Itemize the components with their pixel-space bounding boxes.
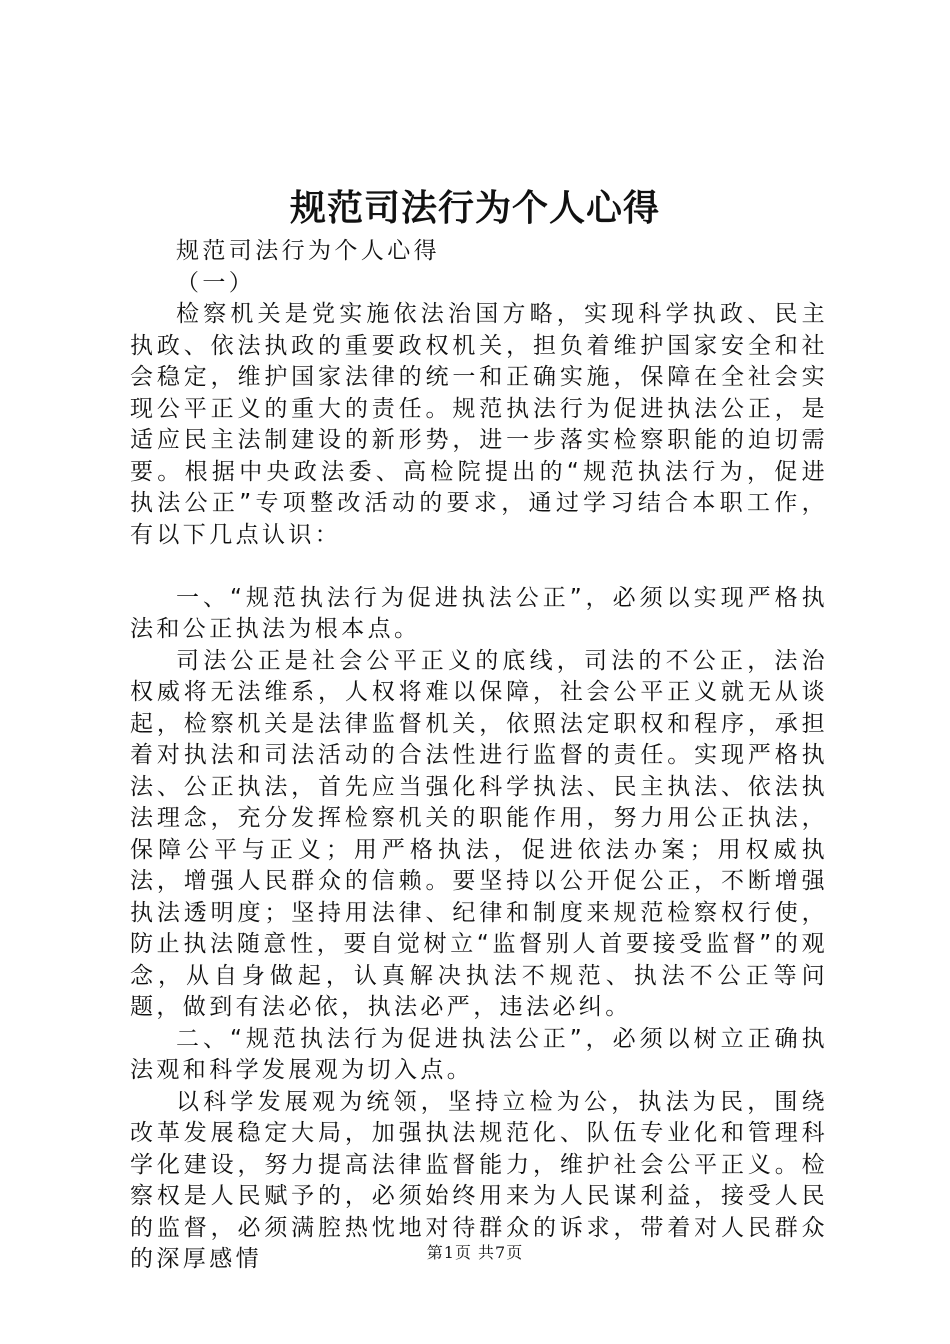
document-body <box>130 236 828 1276</box>
paragraph-section-marker: （一） <box>176 269 256 296</box>
document-title: 规范司法行为个人心得 <box>289 187 660 229</box>
paragraph-heading-two: 二、“规范执法行为促进执法公正”，必须以树立正确执法观和科学发展观为切入点。 <box>130 1025 828 1083</box>
paragraph-body-one: 司法公正是社会公平正义的底线，司法的不公正，法治权威将无法维系，人权将难以保障，社会公平正义就无从谈起，检察机关是法律监督机关，依照法定职权和程序，承担着对执法和司法活动的合法性进行监督的责任。实现严格执法、公正执法，首先应当强化科学执法、民主执法、依法执法理念，充分发挥检察机关的职能作用，努力用公正执法，保障公平与正义；用严格执法，促进依法办案；用权威执法，增强人民群众的信赖。要坚持以公开促公正，不断增强执法透明度；坚持用法律、纪律和制度来规范检察权行使，防止执法随意性，要自觉树立“监督别人首要接受监督”的观念，从自身做起，认真解决执法不规范、执法不公正等问题，做到有法必依，执法必严，违法必纠。 <box>130 647 828 1020</box>
paragraph-subtitle: 规范司法行为个人心得 <box>176 238 440 264</box>
paragraph-heading-one: 一、“规范执法行为促进执法公正”，必须以实现严格执法和公正执法为根本点。 <box>130 584 828 642</box>
paragraph-intro: 检察机关是党实施依法治国方略，实现科学执政、民主执政、依法执政的重要政权机关，担负着维护国家安全和社会稳定，维护国家法律的统一和正确实施，保障在全社会实现公平正义的重大的责任。规范执法行为促进执法公正，是适应民主法制建设的新形势，进一步落实检察职能的迫切需要。根据中央政法委、高检院提出的“规范执法行为，促进执法公正”专项整改活动的要求，通过学习结合本职工作，有以下几点认识： <box>130 301 828 548</box>
paragraph-body-two: 以科学发展观为统领，坚持立检为公，执法为民，围绕改革发展稳定大局，加强执法规范化、队伍专业化和管理科学化建设，努力提高法律监督能力，维护社会公平正义。检察权是人民赋予的，必须始终用来为人民谋利益，接受人民的监督，必须满腔热忱地对待群众的诉求，带着对人民群众的深厚感情 <box>130 1088 828 1272</box>
page-number-footer: 第1页 共7页 <box>426 1243 524 1262</box>
